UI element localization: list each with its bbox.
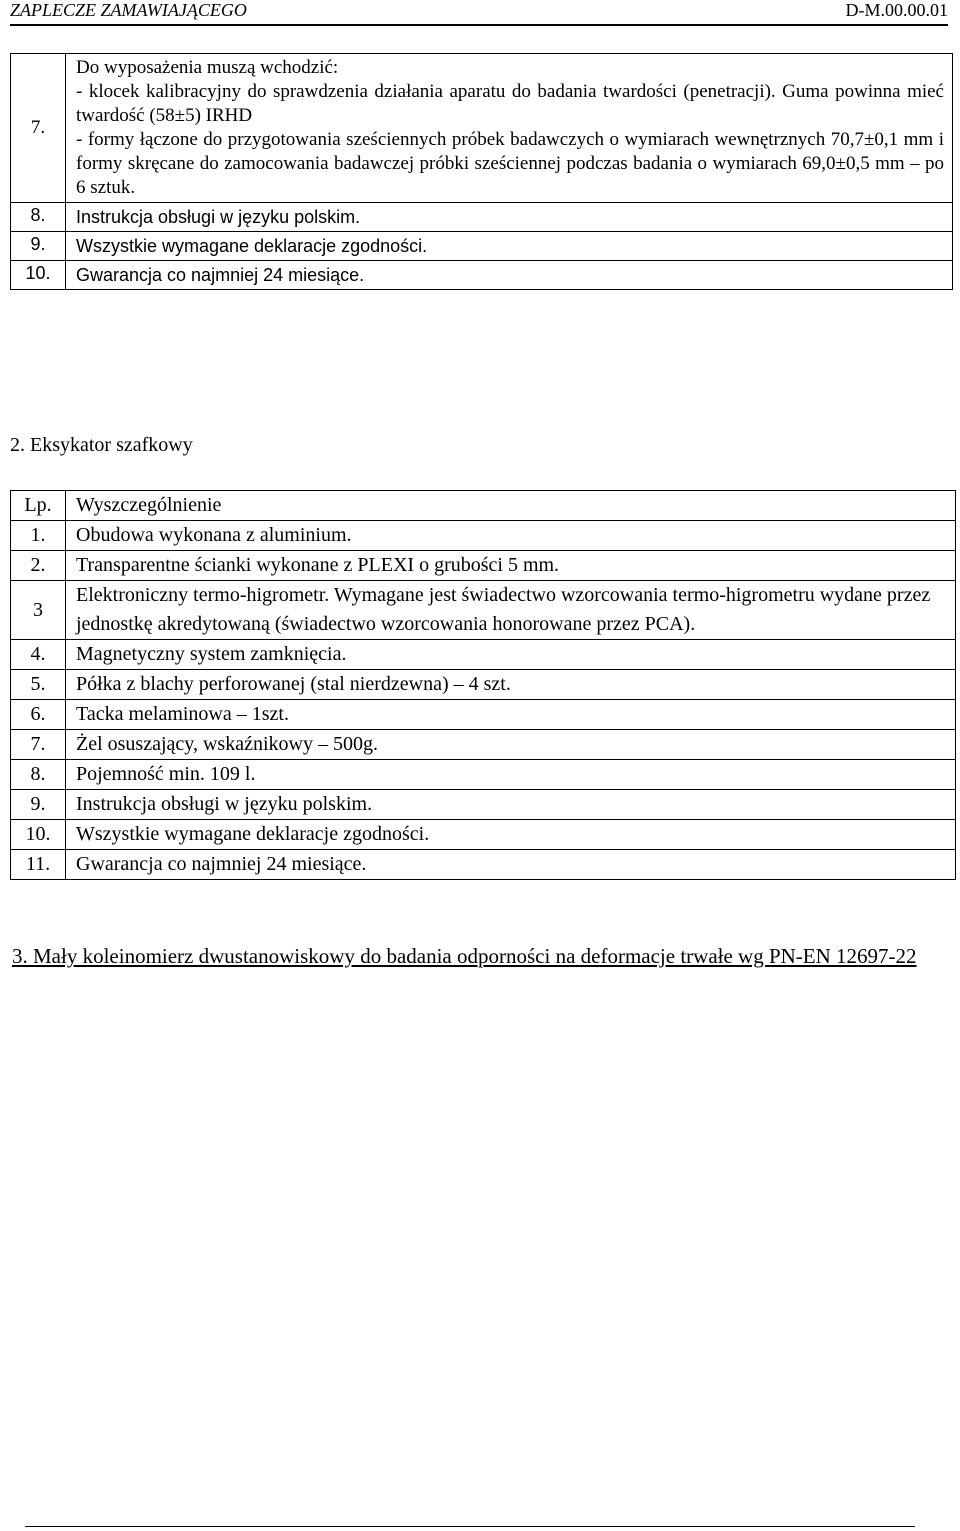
row-number: 9. — [11, 232, 66, 261]
row-text: Wszystkie wymagane deklaracje zgodności. — [66, 232, 953, 261]
row-number: 4. — [11, 640, 66, 670]
table-row — [11, 820, 956, 850]
spec-table-eksykator — [10, 490, 956, 880]
row-text: Transparentne ścianki wykonane z PLEXI o grubości 5 mm. — [66, 551, 956, 581]
row-text-line: - klocek kalibracyjny do sprawdzenia działania aparatu do badania twardości (penetracji). Guma powinna mieć twardość (58±5) IRHD — [76, 81, 944, 126]
table-row — [11, 581, 956, 640]
table-row — [11, 850, 956, 880]
page-header — [10, 0, 948, 26]
row-text: Elektroniczny termo-higrometr. Wymagane jest świadectwo wzorcowania termo-higrometru wydane przez jednostkę akredytowaną (świadectwo wzorcowania honorowane przez PCA). — [66, 581, 956, 640]
row-text: Pojemność min. 109 l. — [66, 760, 956, 790]
header-doc-code: D-M.00.00.01 — [845, 0, 948, 20]
row-number: 7. — [11, 730, 66, 760]
row-text: Tacka melaminowa – 1szt. — [66, 700, 956, 730]
table-row — [11, 760, 956, 790]
table-row — [11, 790, 956, 820]
column-header-description: Wyszczególnienie — [66, 491, 956, 521]
row-number: 5. — [11, 670, 66, 700]
table-row — [11, 261, 953, 290]
section-title: 2. Eksykator szafkowy — [10, 434, 193, 456]
row-number: 7. — [11, 54, 66, 203]
row-text-line: Do wyposażenia muszą wchodzić: — [76, 57, 339, 78]
table-row — [11, 232, 953, 261]
row-text — [66, 54, 953, 203]
table-header-row — [11, 491, 956, 521]
row-text: Wszystkie wymagane deklaracje zgodności. — [66, 820, 956, 850]
table-row — [11, 521, 956, 551]
table-row — [11, 640, 956, 670]
table-row — [11, 54, 953, 203]
row-number: 1. — [11, 521, 66, 551]
row-text: Instrukcja obsługi w języku polskim. — [66, 790, 956, 820]
table-row — [11, 670, 956, 700]
row-number: 8. — [11, 760, 66, 790]
column-header-lp: Lp. — [11, 491, 66, 521]
row-number: 2. — [11, 551, 66, 581]
row-text: Magnetyczny system zamknięcia. — [66, 640, 956, 670]
row-number: 10. — [11, 820, 66, 850]
row-text: Gwarancja co najmniej 24 miesiące. — [66, 850, 956, 880]
header-title: ZAPLECZE ZAMAWIAJĄCEGO — [10, 0, 247, 20]
row-number: 10. — [11, 261, 66, 290]
row-number: 11. — [11, 850, 66, 880]
table-row — [11, 700, 956, 730]
row-number: 3 — [11, 581, 66, 640]
table-row — [11, 203, 953, 232]
section-title-koleinomierz: 3. Mały koleinomierz dwustanowiskowy do badania odporności na deformacje trwałe wg PN-EN 12697-22 — [12, 944, 917, 968]
row-text: Obudowa wykonana z aluminium. — [66, 521, 956, 551]
table-row — [11, 730, 956, 760]
row-text-line: - formy łączone do przygotowania sześciennych próbek badawczych o wymiarach wewnętrznych 70,7±0,1 mm i formy skręcane do zamocowania badawczej próbki sześciennej podczas badania o wymiarach 69,0±0,5 mm – po 6 sztuk. — [76, 129, 944, 198]
row-text: Żel osuszający, wskaźnikowy – 500g. — [66, 730, 956, 760]
row-number: 8. — [11, 203, 66, 232]
row-number: 6. — [11, 700, 66, 730]
row-text: Półka z blachy perforowanej (stal nierdzewna) – 4 szt. — [66, 670, 956, 700]
table-row — [11, 551, 956, 581]
row-number: 9. — [11, 790, 66, 820]
row-text: Instrukcja obsługi w języku polskim. — [66, 203, 953, 232]
row-text: Gwarancja co najmniej 24 miesiące. — [66, 261, 953, 290]
footer-divider — [25, 1526, 915, 1527]
spec-table-continued — [10, 53, 953, 290]
